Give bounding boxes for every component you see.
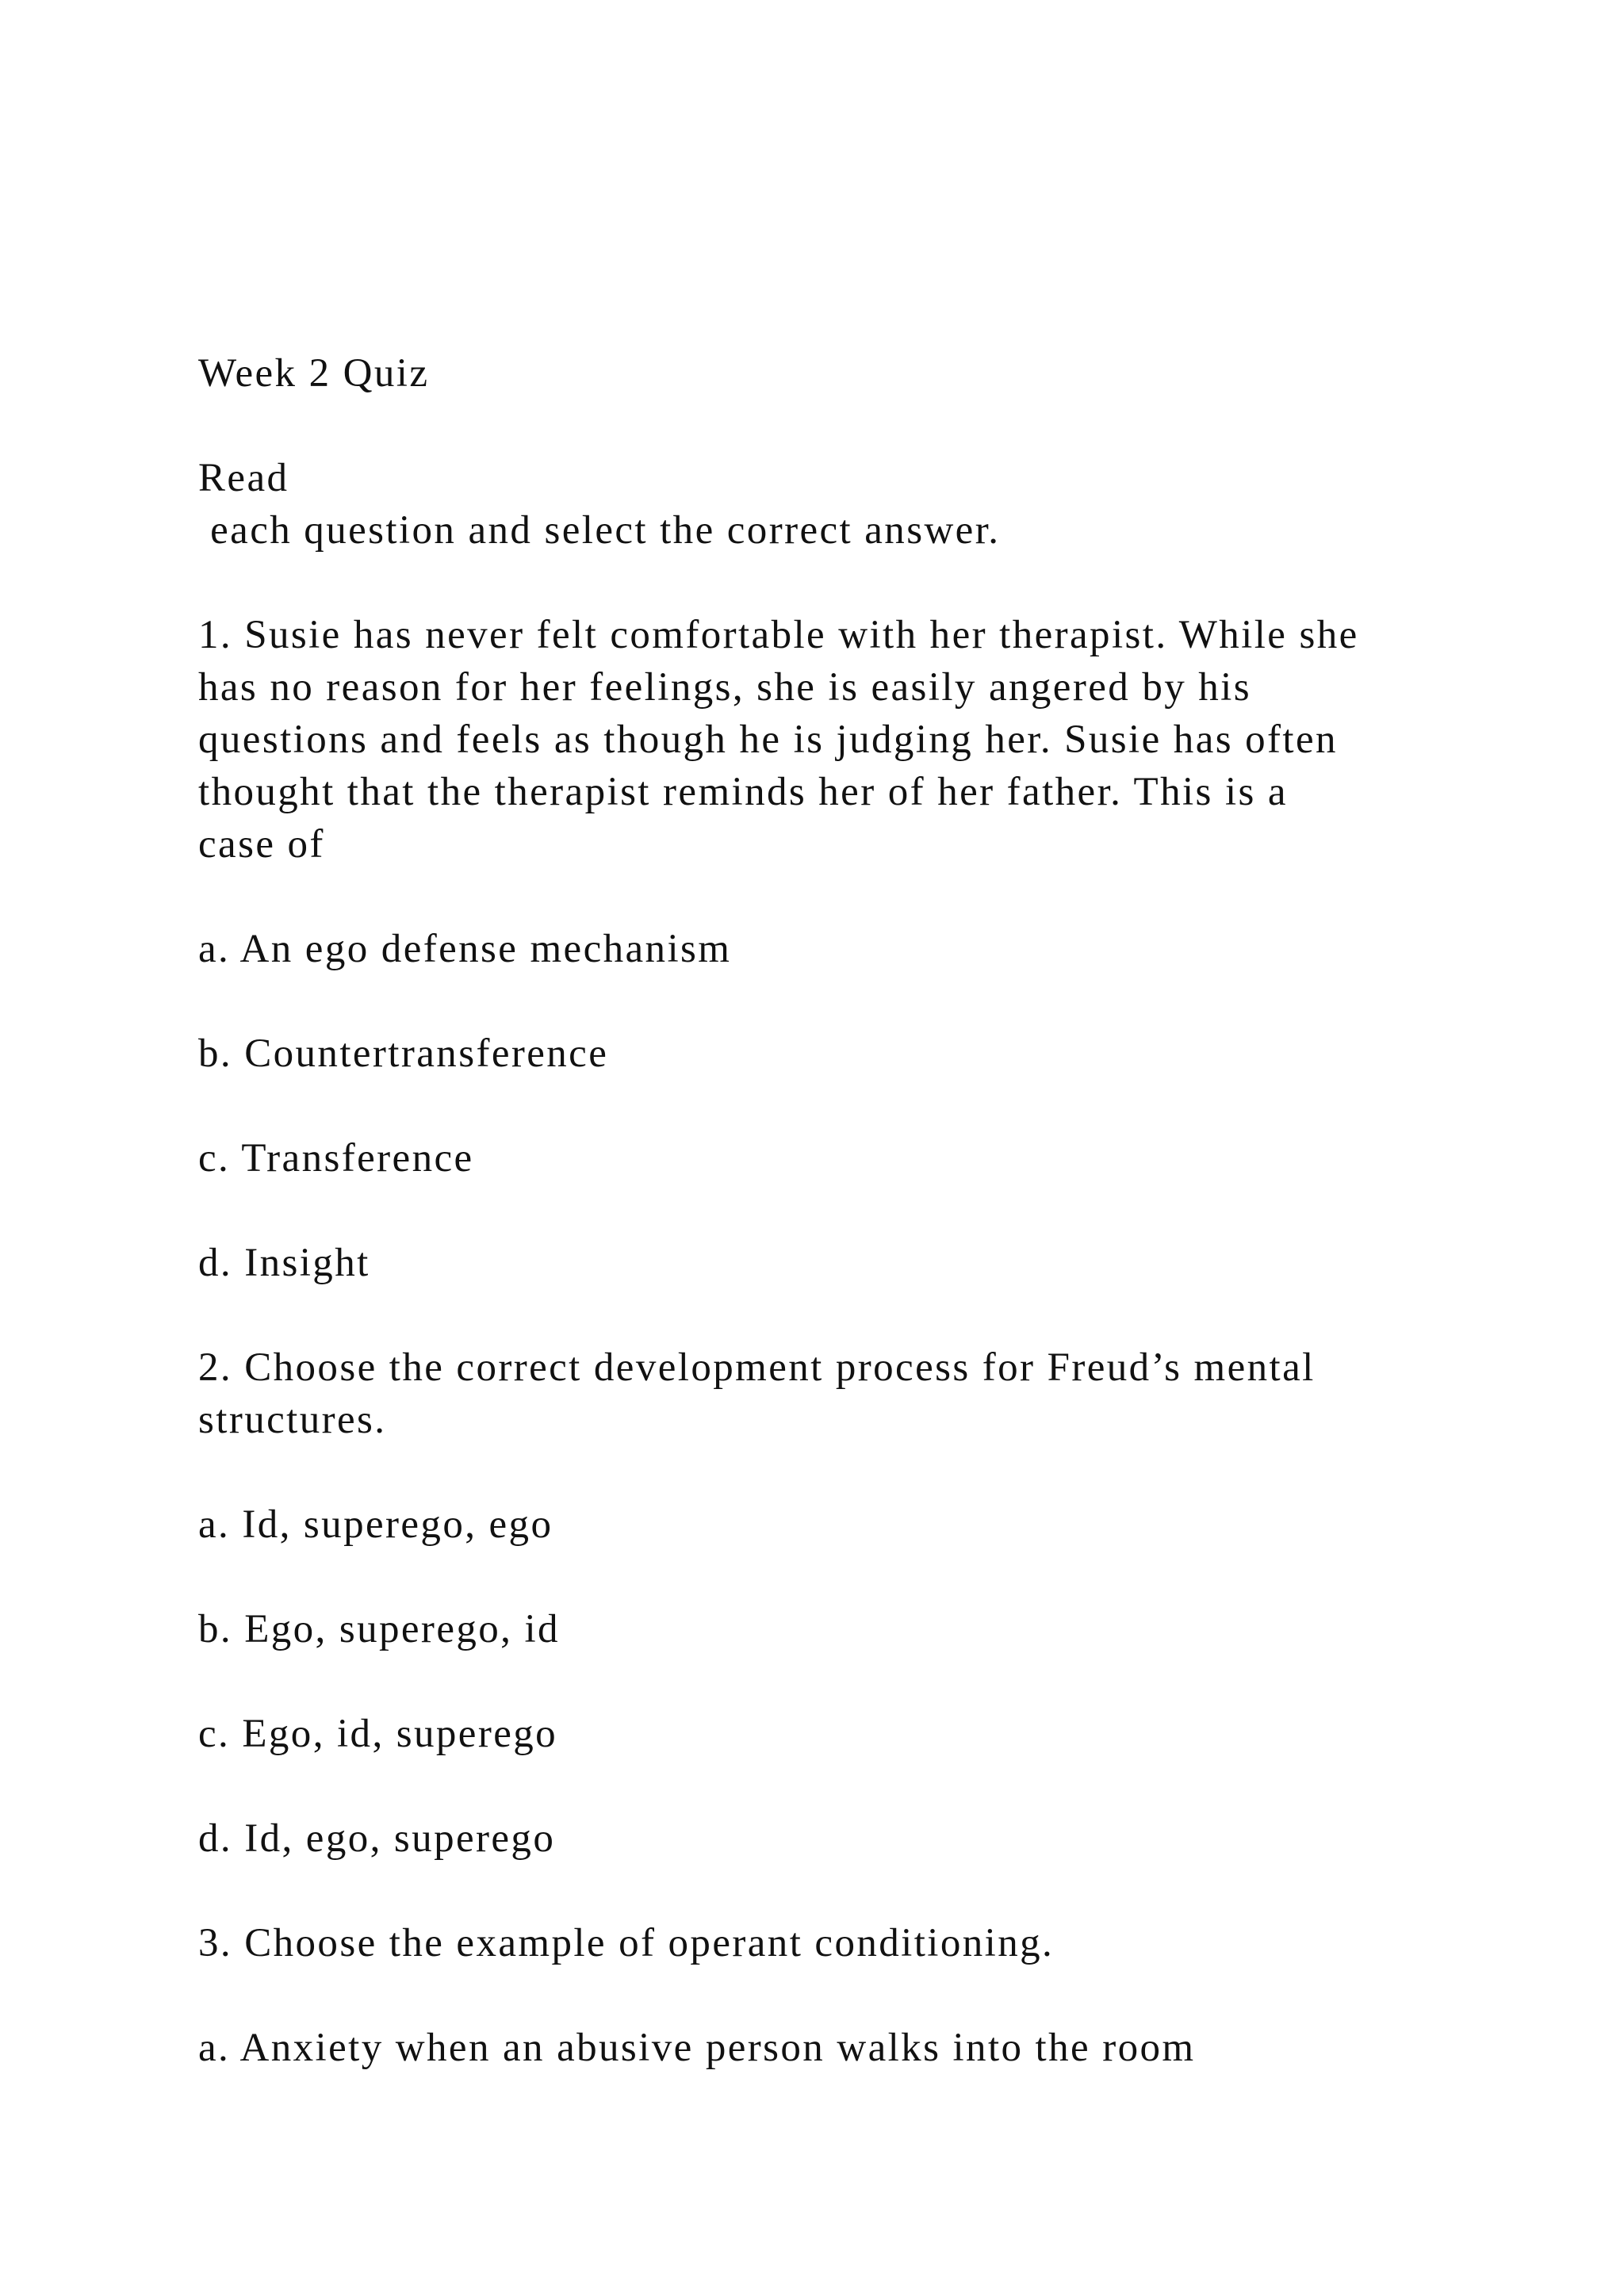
question-1-stem-line-4: thought that the therapist reminds her of her father. This is a	[198, 770, 1288, 814]
question-2-option-d: d. Id, ego, superego	[198, 1816, 556, 1861]
spacer	[198, 1865, 1483, 1917]
instructions-line-2: each question and select the correct answer.	[198, 508, 1001, 553]
document-page	[198, 347, 1483, 2074]
spacer	[198, 1760, 1483, 1812]
spacer	[198, 1655, 1483, 1708]
spacer	[198, 871, 1483, 923]
question-1-option-d: d. Insight	[198, 1241, 370, 1285]
document-title: Week 2 Quiz	[198, 351, 430, 396]
spacer	[198, 1446, 1483, 1498]
question-3-option-a: a. Anxiety when an abusive person walks into the room	[198, 2026, 1196, 2070]
spacer	[198, 557, 1483, 609]
question-1-option-a: a. An ego defense mechanism	[198, 927, 732, 971]
question-2-stem-line-1: 2. Choose the correct development process for Freud’s mental	[198, 1345, 1316, 1390]
question-1-option-b: b. Countertransference	[198, 1031, 609, 1076]
spacer	[198, 1184, 1483, 1237]
spacer	[198, 1551, 1483, 1603]
question-2-option-a: a. Id, superego, ego	[198, 1502, 553, 1547]
spacer	[198, 975, 1483, 1027]
question-3-stem-line-1: 3. Choose the example of operant conditioning.	[198, 1921, 1055, 1965]
spacer	[198, 400, 1483, 452]
question-1-stem-line-5: case of	[198, 822, 325, 867]
question-1-stem-line-2: has no reason for her feelings, she is easily angered by his	[198, 665, 1251, 710]
question-1-stem-line-3: questions and feels as though he is judging her. Susie has often	[198, 718, 1338, 762]
question-2-option-b: b. Ego, superego, id	[198, 1607, 560, 1651]
spacer	[198, 1289, 1483, 1341]
question-2-stem-line-2: structures.	[198, 1398, 387, 1442]
spacer	[198, 1080, 1483, 1132]
question-3	[198, 1917, 1483, 2074]
question-1-option-c: c. Transference	[198, 1136, 474, 1181]
spacer	[198, 1969, 1483, 2022]
question-1-stem-line-1: 1. Susie has never felt comfortable with her therapist. While she	[198, 613, 1359, 657]
question-2	[198, 1341, 1483, 1917]
question-2-option-c: c. Ego, id, superego	[198, 1712, 558, 1756]
instructions-line-1: Read	[198, 456, 289, 500]
question-1	[198, 609, 1483, 1341]
